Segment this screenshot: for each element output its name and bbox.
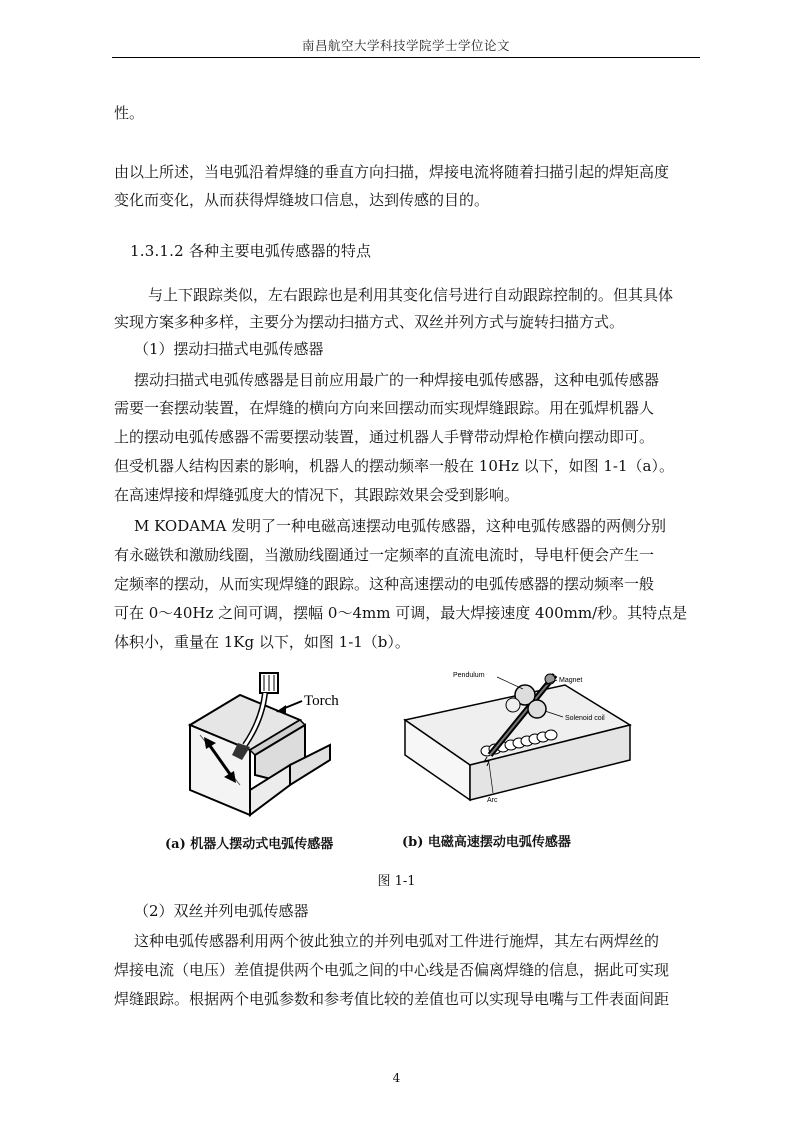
- magnet-label: Magnet: [559, 677, 583, 684]
- paragraph-line: 性。: [114, 104, 145, 122]
- paragraph-line: 由以上所述，当电弧沿着焊缝的垂直方向扫描，焊接电流将随着扫描引起的焊矩高度: [114, 163, 670, 181]
- paragraph-line: 需要一套摆动装置，在焊缝的横向方向来回摆动而实现焊缝跟踪。用在弧焊机器人: [114, 399, 655, 417]
- paragraph-line: M KODAMA 发明了一种电磁高速摆动电弧传感器，这种电弧传感器的两侧分别: [134, 517, 667, 535]
- arc-label: Arc: [487, 797, 498, 804]
- subheading: （1）摆动扫描式电弧传感器: [134, 340, 324, 358]
- pendulum-label: Pendulum: [453, 672, 485, 679]
- paragraph-line: 定频率的摆动，从而实现焊缝的跟踪。这种高速摆动的电弧传感器的摆动频率一般: [114, 575, 655, 593]
- paragraph-line: 上的摆动电弧传感器不需要摆动装置，通过机器人手臂带动焊枪作横向摆动即可。: [114, 428, 655, 446]
- section-heading: 1.3.1.2 各种主要电弧传感器的特点: [130, 242, 372, 260]
- paragraph-line: 变化而变化，从而获得焊缝坡口信息，达到传感的目的。: [114, 191, 490, 209]
- paragraph-line: 有永磁铁和激励线圈，当激励线圈通过一定频率的直流电流时，导电杆便会产生一: [114, 546, 655, 564]
- paragraph-line: 但受机器人结构因素的影响，机器人的摆动频率一般在 10Hz 以下，如图 1-1（a）。: [114, 457, 674, 475]
- paragraph-line: 焊缝跟踪。根据两个电弧参数和参考值比较的差值也可以实现导电嘴与工件表面间距: [114, 990, 670, 1008]
- paragraph-line: 焊接电流（电压）差值提供两个电弧之间的中心线是否偏离焊缝的信息，据此可实现: [114, 961, 670, 979]
- figure-label: 图 1-1: [377, 874, 416, 889]
- header-rule: [112, 57, 700, 58]
- paragraph-line: 与上下跟踪类似，左右跟踪也是利用其变化信号进行自动跟踪控制的。但其具体: [148, 286, 674, 304]
- figure-caption-b: (b) 电磁高速摆动电弧传感器: [402, 835, 571, 850]
- figure-a-robot-torch: [180, 665, 380, 825]
- paragraph-line: 体积小，重量在 1Kg 以下，如图 1-1（b）。: [114, 633, 410, 651]
- paragraph-line: 这种电弧传感器利用两个彼此独立的并列电弧对工件进行施焊，其左右两焊丝的: [134, 932, 660, 950]
- figure-b-electromagnetic-sensor: [395, 665, 635, 815]
- figure-caption-a: (a) 机器人摆动式电弧传感器: [165, 837, 334, 852]
- torch-label: Torch: [304, 693, 339, 709]
- page-header: 南昌航空大学科技学院学士学位论文: [301, 38, 510, 53]
- subheading: （2）双丝并列电弧传感器: [134, 902, 309, 920]
- paragraph-line: 摆动扫描式电弧传感器是目前应用最广的一种焊接电弧传感器，这种电弧传感器: [134, 371, 660, 389]
- page-number: 4: [392, 1071, 401, 1085]
- solenoid-coil-label: Solenoid coil: [565, 715, 605, 722]
- paragraph-line: 可在 0～40Hz 之间可调，摆幅 0～4mm 可调，最大焊接速度 400mm/秒。其特点是: [114, 604, 688, 622]
- paragraph-line: 在高速焊接和焊缝弧度大的情况下，其跟踪效果会受到影响。: [114, 486, 520, 504]
- paragraph-line: 实现方案多种多样，主要分为摆动扫描方式、双丝并列方式与旋转扫描方式。: [114, 313, 625, 331]
